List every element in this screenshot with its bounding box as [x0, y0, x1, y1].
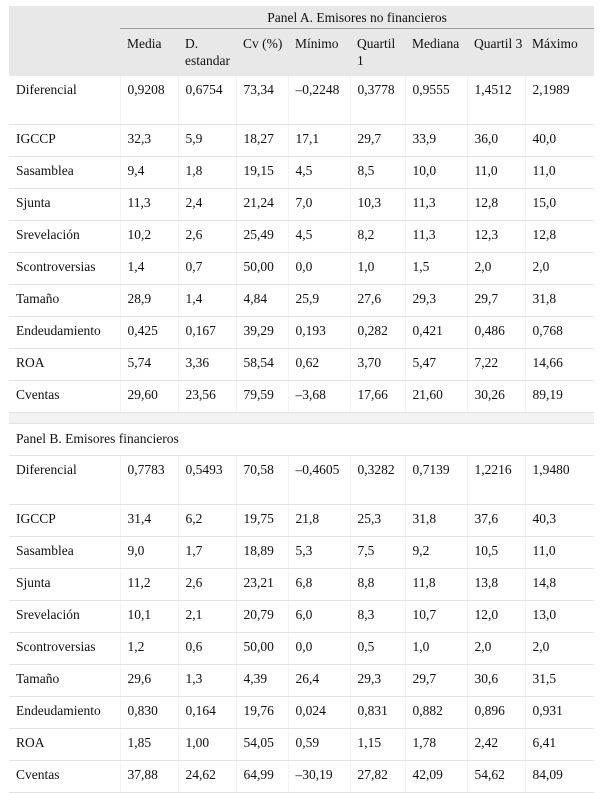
column-header: Media — [120, 29, 178, 77]
table-cell: 2,6 — [178, 569, 236, 601]
table-row — [9, 76, 594, 125]
row-label: Scontroversias — [9, 253, 120, 285]
table-cell: 0,167 — [178, 317, 236, 349]
table-cell: 4,84 — [236, 285, 288, 317]
table-cell: 11,0 — [467, 157, 525, 189]
row-label: IGCCP — [9, 505, 120, 537]
table-cell: 2,0 — [525, 253, 594, 285]
table-cell: 42,09 — [405, 761, 467, 793]
table-cell: 7,22 — [467, 349, 525, 381]
table-cell: 18,27 — [236, 125, 288, 157]
table-cell: 18,89 — [236, 537, 288, 569]
column-header: Máximo — [525, 29, 594, 77]
table-cell: 89,19 — [525, 381, 594, 413]
table-row — [9, 381, 594, 413]
table-row — [9, 253, 594, 285]
table-cell: 11,3 — [405, 189, 467, 221]
row-label: Sjunta — [9, 569, 120, 601]
column-header: Cv (%) — [236, 29, 288, 77]
table-cell: 1,8 — [178, 157, 236, 189]
column-header-row — [9, 29, 594, 77]
panel-a-body — [9, 76, 594, 413]
table-cell: –3,68 — [288, 381, 350, 413]
table-cell: 11,3 — [120, 189, 178, 221]
table-row — [9, 537, 594, 569]
table-cell: 0,882 — [405, 697, 467, 729]
table-cell: 10,7 — [405, 601, 467, 633]
table-cell: 36,0 — [467, 125, 525, 157]
table-cell: 4,5 — [288, 157, 350, 189]
table-cell: 29,7 — [467, 285, 525, 317]
table-cell: 37,6 — [467, 505, 525, 537]
table-cell: 0,486 — [467, 317, 525, 349]
table-row — [9, 601, 594, 633]
table-cell: 23,21 — [236, 569, 288, 601]
table-cell: 2,1 — [178, 601, 236, 633]
table-cell: 79,59 — [236, 381, 288, 413]
table-cell: 1,0 — [350, 253, 405, 285]
table-cell: 25,3 — [350, 505, 405, 537]
panel-a-header-row — [9, 6, 594, 29]
table-cell: 0,931 — [525, 697, 594, 729]
table-cell: 12,8 — [525, 221, 594, 253]
table-cell: 0,282 — [350, 317, 405, 349]
panel-b-header-row — [9, 424, 594, 456]
table-cell: 33,9 — [405, 125, 467, 157]
table-cell: 28,9 — [120, 285, 178, 317]
table-cell: 0,7783 — [120, 456, 178, 505]
row-label: Sjunta — [9, 189, 120, 221]
table-cell: 1,4 — [120, 253, 178, 285]
table-cell: 84,09 — [525, 761, 594, 793]
header-corner-lower — [9, 29, 120, 77]
table-cell: 58,54 — [236, 349, 288, 381]
table-cell: 6,0 — [288, 601, 350, 633]
table-cell: 6,8 — [288, 569, 350, 601]
table-cell: 8,5 — [350, 157, 405, 189]
table-cell: 54,62 — [467, 761, 525, 793]
table-cell: 1,5 — [405, 253, 467, 285]
spacer-row — [9, 413, 594, 424]
table-cell: 29,3 — [350, 665, 405, 697]
table-cell: 8,8 — [350, 569, 405, 601]
table-cell: 3,36 — [178, 349, 236, 381]
table-cell: 5,9 — [178, 125, 236, 157]
table-cell: 0,7 — [178, 253, 236, 285]
column-header: D. estandar — [178, 29, 236, 77]
table-cell: 0,5493 — [178, 456, 236, 505]
table-row — [9, 633, 594, 665]
row-label: ROA — [9, 349, 120, 381]
row-label: Sasamblea — [9, 157, 120, 189]
table-cell: 26,4 — [288, 665, 350, 697]
table-row — [9, 221, 594, 253]
descriptive-statistics-table — [9, 6, 594, 793]
table-cell: 70,58 — [236, 456, 288, 505]
table-cell: 29,3 — [405, 285, 467, 317]
table-cell: 40,3 — [525, 505, 594, 537]
table-cell: 29,6 — [120, 665, 178, 697]
table-cell: 13,8 — [467, 569, 525, 601]
table-cell: 37,88 — [120, 761, 178, 793]
row-label: Diferencial — [9, 76, 120, 125]
table-row — [9, 761, 594, 793]
table-cell: 2,0 — [467, 253, 525, 285]
column-header: Quartil 3 — [467, 29, 525, 77]
table-cell: 0,024 — [288, 697, 350, 729]
row-label: Tamaño — [9, 285, 120, 317]
panel-b-body — [9, 456, 594, 793]
table-cell: 0,59 — [288, 729, 350, 761]
table-cell: 73,34 — [236, 76, 288, 125]
table-cell: 0,3282 — [350, 456, 405, 505]
table-cell: 0,425 — [120, 317, 178, 349]
table-row — [9, 349, 594, 381]
table-cell: 9,4 — [120, 157, 178, 189]
table-cell: 1,3 — [178, 665, 236, 697]
table-cell: 19,75 — [236, 505, 288, 537]
table-cell: 9,2 — [405, 537, 467, 569]
column-header: Mínimo — [288, 29, 350, 77]
table-cell: 6,41 — [525, 729, 594, 761]
table-row — [9, 285, 594, 317]
table-cell: 0,5 — [350, 633, 405, 665]
table-cell: 32,3 — [120, 125, 178, 157]
row-label: Srevelación — [9, 601, 120, 633]
column-header: Quartil 1 — [350, 29, 405, 77]
header-corner — [9, 6, 120, 29]
table-cell: 0,9555 — [405, 76, 467, 125]
table-cell: 31,8 — [525, 285, 594, 317]
table-row — [9, 189, 594, 221]
table-cell: 10,2 — [120, 221, 178, 253]
row-label: Srevelación — [9, 221, 120, 253]
table-cell: 2,42 — [467, 729, 525, 761]
table-cell: 0,193 — [288, 317, 350, 349]
table-cell: –0,2248 — [288, 76, 350, 125]
table-cell: 0,830 — [120, 697, 178, 729]
table-row — [9, 569, 594, 601]
table-cell: 1,85 — [120, 729, 178, 761]
row-label: Scontroversias — [9, 633, 120, 665]
row-label: Sasamblea — [9, 537, 120, 569]
table-cell: 25,49 — [236, 221, 288, 253]
table-cell: 0,7139 — [405, 456, 467, 505]
row-label: Endeudamiento — [9, 697, 120, 729]
panel-a-title: Panel A. Emisores no financieros — [120, 6, 594, 29]
table-cell: 14,8 — [525, 569, 594, 601]
table-cell: 20,79 — [236, 601, 288, 633]
table-cell: 5,74 — [120, 349, 178, 381]
table-cell: 12,8 — [467, 189, 525, 221]
row-label: Tamaño — [9, 665, 120, 697]
table-cell: 1,2216 — [467, 456, 525, 505]
table-cell: 31,4 — [120, 505, 178, 537]
panel-b-title: Panel B. Emisores financieros — [9, 424, 594, 456]
table-cell: 27,82 — [350, 761, 405, 793]
table-cell: 0,6 — [178, 633, 236, 665]
table-row — [9, 317, 594, 349]
table-cell: 14,66 — [525, 349, 594, 381]
table-cell: 1,7 — [178, 537, 236, 569]
table-cell: 1,15 — [350, 729, 405, 761]
table-cell: 0,768 — [525, 317, 594, 349]
table-cell: 25,9 — [288, 285, 350, 317]
table-cell: 2,0 — [525, 633, 594, 665]
table-cell: 6,2 — [178, 505, 236, 537]
table-cell: 0,6754 — [178, 76, 236, 125]
table-row — [9, 125, 594, 157]
table-cell: 10,5 — [467, 537, 525, 569]
table-cell: 17,66 — [350, 381, 405, 413]
table-cell: 1,4 — [178, 285, 236, 317]
table-cell: 8,3 — [350, 601, 405, 633]
table-row — [9, 505, 594, 537]
table-cell: 1,9480 — [525, 456, 594, 505]
table-cell: 29,60 — [120, 381, 178, 413]
table-cell: 50,00 — [236, 253, 288, 285]
table-row — [9, 157, 594, 189]
table-cell: 29,7 — [350, 125, 405, 157]
table-cell: 0,0 — [288, 253, 350, 285]
table-cell: 1,2 — [120, 633, 178, 665]
table-cell: 0,3778 — [350, 76, 405, 125]
table-cell: 23,56 — [178, 381, 236, 413]
table-cell: –30,19 — [288, 761, 350, 793]
row-label: ROA — [9, 729, 120, 761]
table-cell: 31,8 — [405, 505, 467, 537]
table-cell: –0,4605 — [288, 456, 350, 505]
table-cell: 7,5 — [350, 537, 405, 569]
table-cell: 4,5 — [288, 221, 350, 253]
row-label: Diferencial — [9, 456, 120, 505]
table-cell: 3,70 — [350, 349, 405, 381]
table-cell: 11,0 — [525, 537, 594, 569]
table-cell: 1,0 — [405, 633, 467, 665]
table-cell: 21,24 — [236, 189, 288, 221]
row-label: Endeudamiento — [9, 317, 120, 349]
table-cell: 7,0 — [288, 189, 350, 221]
table-cell: 17,1 — [288, 125, 350, 157]
table-cell: 29,7 — [405, 665, 467, 697]
panel-separator — [9, 413, 594, 456]
table-cell: 11,2 — [120, 569, 178, 601]
table-row — [9, 729, 594, 761]
table-cell: 30,26 — [467, 381, 525, 413]
table-cell: 24,62 — [178, 761, 236, 793]
table-cell: 5,3 — [288, 537, 350, 569]
table-cell: 1,00 — [178, 729, 236, 761]
row-label: IGCCP — [9, 125, 120, 157]
table-cell: 64,99 — [236, 761, 288, 793]
table-cell: 9,0 — [120, 537, 178, 569]
table-cell: 0,896 — [467, 697, 525, 729]
table-cell: 19,15 — [236, 157, 288, 189]
table-cell: 10,3 — [350, 189, 405, 221]
table-cell: 4,39 — [236, 665, 288, 697]
table-cell: 10,0 — [405, 157, 467, 189]
table-cell: 39,29 — [236, 317, 288, 349]
table-cell: 12,0 — [467, 601, 525, 633]
row-label: Cventas — [9, 381, 120, 413]
table-cell: 13,0 — [525, 601, 594, 633]
table-cell: 2,0 — [467, 633, 525, 665]
table-cell: 0,831 — [350, 697, 405, 729]
table-cell: 0,62 — [288, 349, 350, 381]
table-cell: 11,0 — [525, 157, 594, 189]
table-cell: 0,164 — [178, 697, 236, 729]
table-cell: 21,60 — [405, 381, 467, 413]
table-row — [9, 456, 594, 505]
column-header: Mediana — [405, 29, 467, 77]
table-cell: 15,0 — [525, 189, 594, 221]
table-cell: 12,3 — [467, 221, 525, 253]
table-cell: 30,6 — [467, 665, 525, 697]
table-cell: 19,76 — [236, 697, 288, 729]
table-cell: 2,1989 — [525, 76, 594, 125]
table-cell: 21,8 — [288, 505, 350, 537]
table-cell: 10,1 — [120, 601, 178, 633]
table-row — [9, 665, 594, 697]
table-cell: 27,6 — [350, 285, 405, 317]
table-cell: 2,6 — [178, 221, 236, 253]
table-cell: 40,0 — [525, 125, 594, 157]
statistics-table-container — [9, 6, 594, 793]
table-cell: 11,8 — [405, 569, 467, 601]
table-cell: 54,05 — [236, 729, 288, 761]
row-label: Cventas — [9, 761, 120, 793]
table-cell: 8,2 — [350, 221, 405, 253]
table-cell: 1,4512 — [467, 76, 525, 125]
table-cell: 2,4 — [178, 189, 236, 221]
table-cell: 0,9208 — [120, 76, 178, 125]
table-row — [9, 697, 594, 729]
table-cell: 0,421 — [405, 317, 467, 349]
table-cell: 5,47 — [405, 349, 467, 381]
table-cell: 0,0 — [288, 633, 350, 665]
table-cell: 50,00 — [236, 633, 288, 665]
table-cell: 11,3 — [405, 221, 467, 253]
table-cell: 31,5 — [525, 665, 594, 697]
table-cell: 1,78 — [405, 729, 467, 761]
